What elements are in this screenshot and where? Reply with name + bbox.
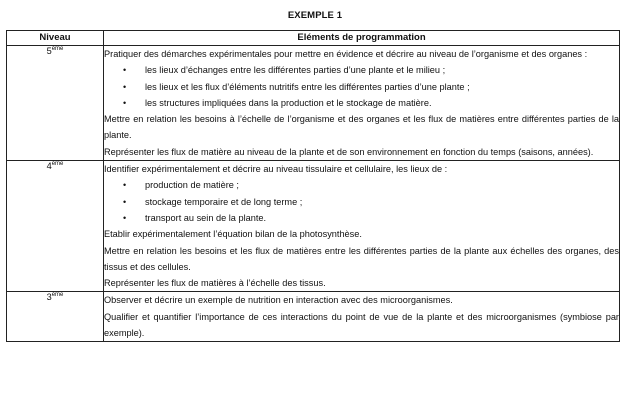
header-elements: Eléments de programmation: [104, 31, 620, 46]
bullet-icon: •: [123, 97, 127, 108]
programming-paragraph: Etablir expérimentalement l’équation bilan de la photosynthèse.: [104, 229, 362, 240]
bullet-icon: •: [123, 65, 127, 76]
programming-paragraph: Mettre en relation les besoins à l’échelle de l’organisme et des organes et les flux de matières entre différentes parties de la plante.: [104, 114, 619, 141]
bullet-icon: •: [123, 180, 127, 191]
level-cell: [7, 46, 104, 161]
bullet-item: [123, 177, 619, 193]
programming-table: [6, 30, 620, 342]
table-body: [7, 46, 620, 342]
level-suffix: ème: [51, 46, 64, 52]
bullet-text: les lieux d’échanges entre les différentes parties d’une plante et le milieu ;: [145, 65, 446, 76]
level-number: 5: [46, 46, 52, 56]
programming-paragraph: Représenter les flux de matière au niveau de la plante et de son environnement en fonction du temps (saisons, années).: [104, 146, 594, 157]
level-suffix: ème: [51, 161, 64, 168]
bullet-item: [123, 95, 619, 111]
table-row: [7, 161, 620, 292]
programming-paragraph: Représenter les flux de matières à l’échelle des tissus.: [104, 278, 326, 289]
bullet-item: [123, 79, 619, 95]
programming-paragraph: Qualifier et quantifier l’importance de ces interactions du point de vue de la plante et des microorganismes (symbiose par exemple).: [104, 311, 619, 339]
bullet-item: [123, 210, 619, 226]
programming-paragraph: Identifier expérimentalement et décrire au niveau tissulaire et cellulaire, les lieux de :: [104, 164, 448, 175]
bullet-text: stockage temporaire et de long terme ;: [145, 196, 303, 207]
level-number: 3: [46, 292, 52, 303]
header-level: Niveau: [7, 31, 104, 46]
table-caption: EXEMPLE 1: [287, 10, 343, 21]
elements-cell: [104, 46, 620, 161]
level-cell: [7, 161, 104, 292]
bullet-icon: •: [123, 81, 127, 92]
table-row: [7, 292, 620, 342]
programming-paragraph: Pratiquer des démarches expérimentales pour mettre en évidence et décrire au niveau de l’organisme et des organes :: [104, 49, 588, 59]
programming-paragraph: Observer et décrire un exemple de nutrition en interaction avec des microorganismes.: [104, 295, 453, 306]
table-header-row: [7, 31, 620, 46]
bullet-item: [123, 194, 619, 210]
programming-paragraph: Mettre en relation les besoins et les flux de matières entre les différentes parties de la plante aux échelles des organes, des tissus et des cellules.: [104, 245, 619, 272]
level-cell: [7, 292, 104, 342]
bullet-list: [104, 177, 619, 226]
bullet-icon: •: [123, 196, 127, 207]
bullet-text: les lieux et les flux d’éléments nutritifs entre les différentes parties d’une plante ;: [145, 81, 470, 92]
bullet-icon: •: [123, 212, 127, 223]
table-row: [7, 46, 620, 161]
bullet-text: transport au sein de la plante.: [145, 212, 267, 223]
bullet-item: [123, 62, 619, 78]
bullet-text: les structures impliquées dans la production et le stockage de matière.: [145, 97, 432, 108]
bullet-list: [104, 62, 619, 111]
level-suffix: ème: [51, 292, 64, 299]
elements-cell: [104, 292, 620, 342]
elements-cell: [104, 161, 620, 292]
bullet-text: production de matière ;: [145, 180, 239, 191]
level-number: 4: [46, 161, 52, 172]
